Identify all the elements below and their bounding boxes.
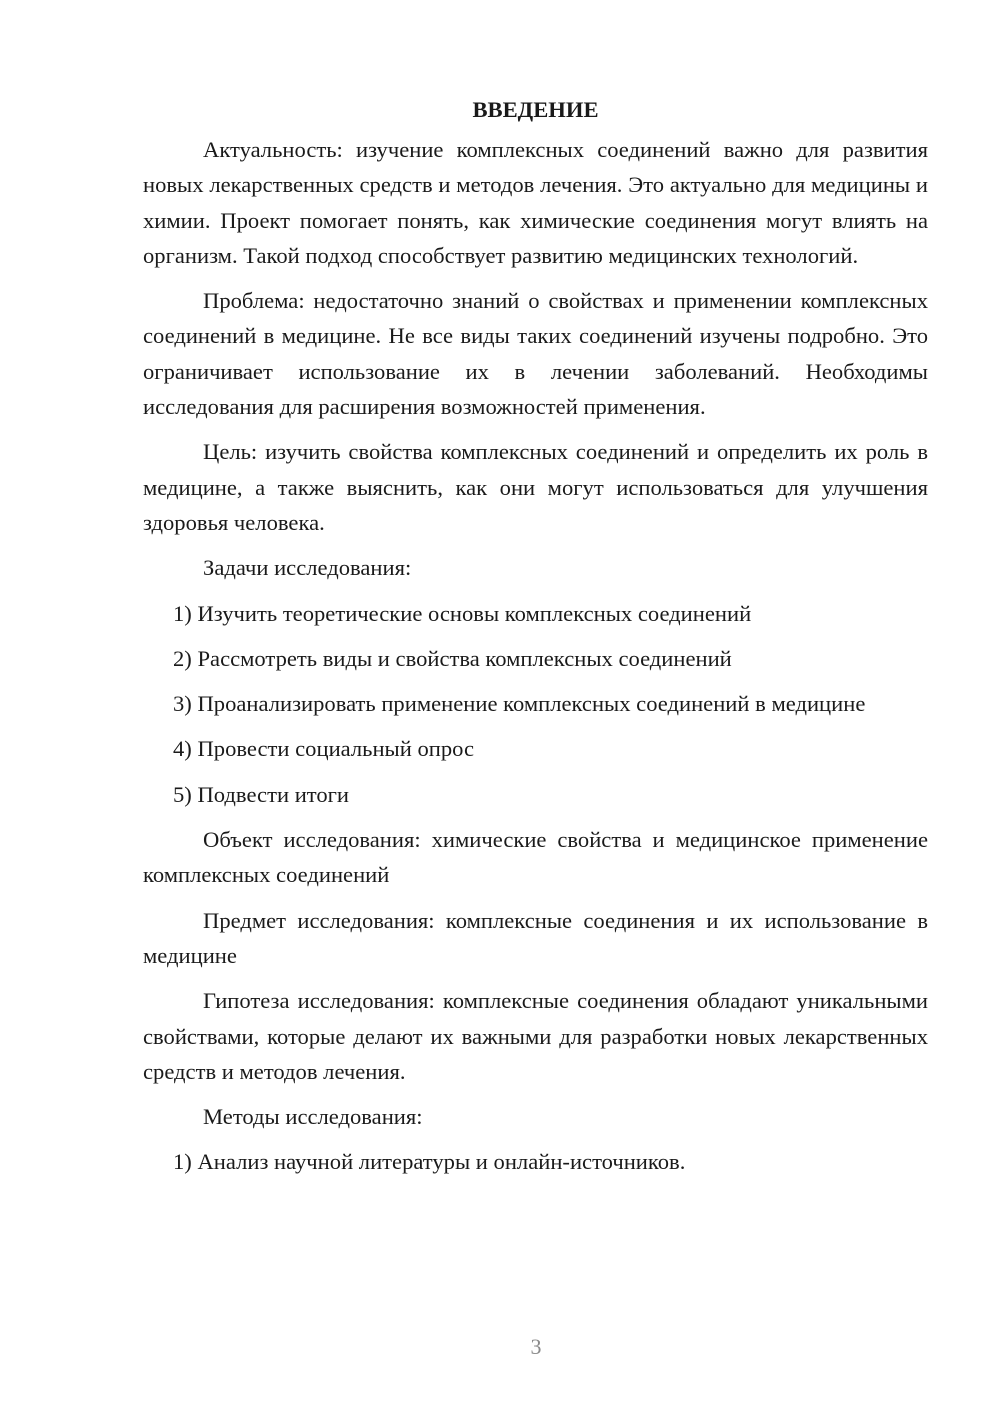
tasks-heading: Задачи исследования: bbox=[203, 555, 412, 581]
methods-heading: Методы исследования: bbox=[203, 1104, 423, 1130]
goal-paragraph: Цель: изучить свойства комплексных соединений и определить их роль в медицине, а также выяснить, как они могут использоваться для улучшения здоровья человека. bbox=[143, 439, 928, 535]
relevance-paragraph: Актуальность: изучение комплексных соединений важно для развития новых лекарственных средств и методов лечения. Это актуально для медицины и химии. Проект помогает понять, как химические соединения могут влиять на организм. Такой подход способствует развитию медицинских технологий. bbox=[143, 137, 928, 268]
task-item: 1) Изучить теоретические основы комплексных соединений bbox=[173, 600, 752, 626]
method-item: 1) Анализ научной литературы и онлайн-источников. bbox=[173, 1149, 686, 1175]
task-item: 3) Проанализировать применение комплексных соединений в медицине bbox=[173, 691, 866, 717]
object-paragraph: Объект исследования: химические свойства и медицинское применение комплексных соединений bbox=[143, 827, 928, 888]
subject-paragraph: Предмет исследования: комплексные соединения и их использование в медицине bbox=[143, 907, 928, 968]
problem-paragraph: Проблема: недостаточно знаний о свойствах и применении комплексных соединений в медицине. Не все виды таких соединений изучены подробно. Это ограничивает использование их в лечении заболеваний. Необходимы исследования для расширения возможностей применения. bbox=[143, 288, 928, 420]
page-number: 3 bbox=[530, 1334, 542, 1359]
hypothesis-paragraph: Гипотеза исследования: комплексные соединения обладают уникальными свойствами, которые делают их важными для разработки новых лекарственных средств и методов лечения. bbox=[143, 988, 928, 1084]
section-heading: ВВЕДЕНИЕ bbox=[472, 97, 599, 122]
task-item: 4) Провести социальный опрос bbox=[173, 736, 475, 762]
document-page bbox=[143, 92, 928, 1190]
task-item: 5) Подвести итоги bbox=[173, 781, 350, 807]
task-item: 2) Рассмотреть виды и свойства комплексных соединений bbox=[173, 645, 732, 671]
